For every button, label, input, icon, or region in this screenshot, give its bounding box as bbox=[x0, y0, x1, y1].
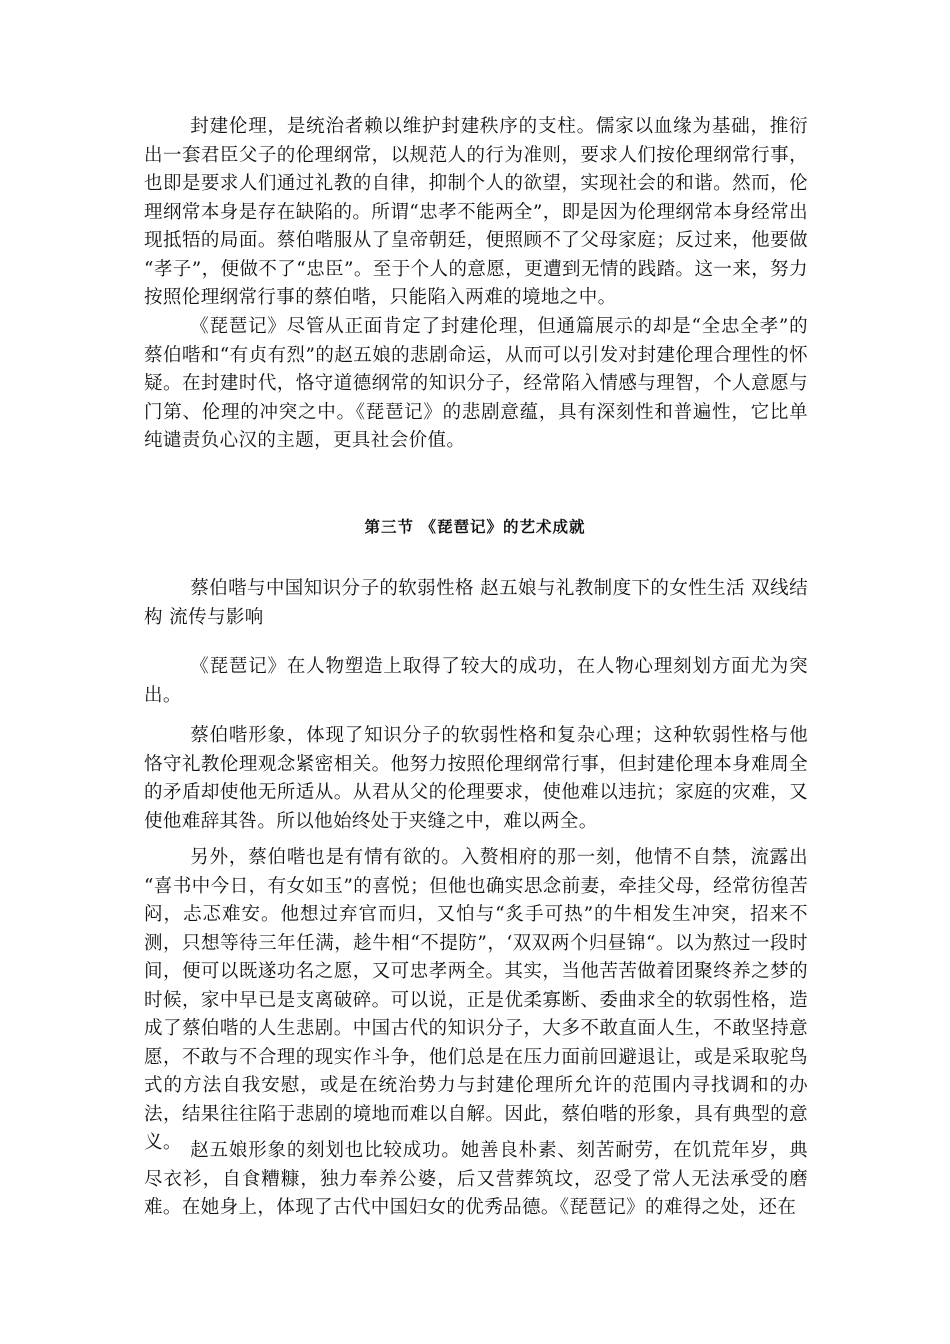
body-paragraph-feudal-ethics: 封建伦理，是统治者赖以维护封建秩序的支柱。儒家以血缘为基础，推衍出一套君臣父子的伦理纲常，以规范人的行为准则，要求人们按伦理纲常行事，也即是要求人们通过礼教的自律，抑制个人的欲望，实现社会的和谐。然而，伦理纲常本身是存在缺陷的。所谓“忠孝不能两全”，即是因为伦理纲常本身经常出现抵牾的局面。蔡伯喈服从了皇帝朝廷，便照顾不了父母家庭；反过来，他要做 “孝子”，便做不了“忠臣”。至于个人的意愿，更遭到无情的践踏。这一来，努力按照伦理纲常行事的蔡伯喈，只能陷入两难的境地之中。 bbox=[144, 116, 808, 308]
body-paragraph-cai-bojie-image: 蔡伯喈形象，体现了知识分子的软弱性格和复杂心理；这种软弱性格与他恪守礼教伦理观念紧密相关。他努力按照伦理纲常行事，但封建伦理本身难周全的矛盾却使他无所适从。从君从父的伦理要求，使他难以违抗；家庭的灾难，又使他难辞其咎。所以他始终处于夹缝之中，难以两全。 bbox=[144, 725, 808, 832]
section-heading: 第三节 《琵琶记》的艺术成就 bbox=[364, 518, 586, 536]
body-paragraph-cai-bojie-emotions: 另外，蔡伯喈也是有情有欲的。入赘相府的那一刻，他情不自禁，流露出 “喜书中今日，有女如玉”的喜悦；但他也确实思念前妻，牵挂父母，经常彷徨苦闷，忐忑难安。他想过弃官而归，又怕与“炙手可热”的牛相发生冲突，招来不测，只想等待三年任满，趁牛相“不提防”，‘双双两个归昼锦“。以为熬过一段时间，便可以既遂功名之愿，又可忠孝两全。其实，当他苦苦做着团聚终养之梦的时候，家中早已是支离破碎。可以说，正是优柔寡断、委曲求全的软弱性格，造成了蔡伯喈的人生悲剧。中国古代的知识分子，大多不敢直面人生，不敢坚持意愿，不敢与不合理的现实作斗争，他们总是在压力面前回避退让，或是采取驼鸟式的方法自我安慰，或是在统治势力与封建伦理所允许的范围内寻找调和的办法，结果往往陷于悲剧的境地而难以自解。因此，蔡伯喈的形象，具有典型的意义。 bbox=[144, 847, 808, 1153]
body-paragraph-character-portrayal: 《琵琶记》在人物塑造上取得了较大的成功，在人物心理刻划方面尤为突出。 bbox=[144, 656, 808, 706]
body-paragraph-pipa-tragedy: 《琵琶记》尽管从正面肯定了封建伦理，但通篇展示的却是“全忠全孝”的蔡伯喈和“有贞有烈”的赵五娘的悲剧命运，从而可以引发对封建伦理合理性的怀疑。在封建时代，恪守道德纲常的知识分子，经常陷入情感与理智，个人意愿与门第、伦理的冲突之中。《琵琶记》的悲剧意蕴，具有深刻性和普遍性，它比单纯谴责负心汉的主题，更具社会价值。 bbox=[144, 316, 808, 451]
section-outline-paragraph: 蔡伯喈与中国知识分子的软弱性格 赵五娘与礼教制度下的女性生活 双线结构 流传与影响 bbox=[144, 578, 808, 628]
body-paragraph-zhao-wuniang-image: 赵五娘形象的刻划也比较成功。她善良朴素、刻苦耐劳，在饥荒年岁，典尽衣衫，自食糟糠，独力奉养公婆，后又营葬筑坟，忍受了常人无法承受的磨难。在她身上，体现了古代中国妇女的优秀品德。《琵琶记》的难得之处，还在 bbox=[144, 1140, 808, 1218]
